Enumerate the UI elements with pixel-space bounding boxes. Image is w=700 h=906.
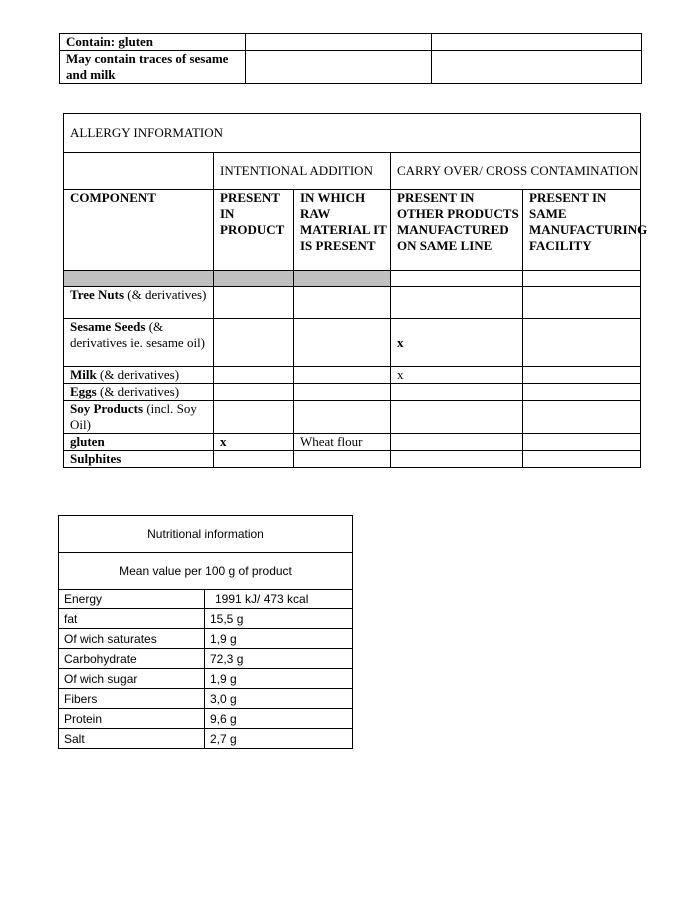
table-row [59,689,353,709]
present-in-product-header: PRESENT IN PRODUCT [214,190,294,271]
table-row [64,287,641,319]
same-facility-cell [523,451,641,468]
same-facility-header: PRESENT IN SAME MANUFACTURING FACILITY [523,190,641,271]
component-cell: gluten [64,434,214,451]
raw-material-cell [294,401,391,434]
same-line-cell [391,434,523,451]
same-line-cell [391,384,523,401]
table-cell [523,271,641,287]
nutritional-information-table [58,515,353,749]
present-cell [214,384,294,401]
table-row [64,114,641,153]
may-contain-label: May contain traces of sesame and milk [60,51,246,84]
table-cell [432,51,642,84]
table-cell [432,34,642,51]
raw-material-cell [294,384,391,401]
nutrient-label: Of wich sugar [59,669,205,689]
present-cell [214,451,294,468]
other-products-header: PRESENT IN OTHER PRODUCTS MANUFACTURED ON SAME LINE [391,190,523,271]
component-cell: Sulphites [64,451,214,468]
raw-material-header: IN WHICH RAW MATERIAL IT IS PRESENT [294,190,391,271]
same-facility-cell [523,287,641,319]
shaded-cell [64,271,214,287]
component-cell: Sesame Seeds (& derivatives ie. sesame oil) [64,319,214,367]
table-row [60,51,642,84]
same-facility-cell [523,367,641,384]
component-cell: Soy Products (incl. Soy Oil) [64,401,214,434]
shaded-cell [214,271,294,287]
allergy-title: ALLERGY INFORMATION [64,114,641,153]
nutrient-value: 1,9 g [205,629,353,649]
table-row [64,271,641,287]
table-row [59,516,353,553]
present-cell [214,401,294,434]
raw-material-cell [294,451,391,468]
nutrient-value: 1,9 g [205,669,353,689]
nutrition-title: Nutritional information [59,516,353,553]
raw-material-cell [294,319,391,367]
component-cell: Milk (& derivatives) [64,367,214,384]
shaded-cell [294,271,391,287]
table-row [59,629,353,649]
table-cell [391,271,523,287]
table-cell [246,34,432,51]
raw-material-cell: Wheat flour [294,434,391,451]
present-cell [214,319,294,367]
nutrient-label: Energy [59,590,205,609]
raw-material-cell [294,287,391,319]
present-cell [214,367,294,384]
table-row [64,451,641,468]
table-row [64,319,641,367]
table-row [59,729,353,749]
nutrition-subtitle: Mean value per 100 g of product [59,553,353,590]
same-facility-cell [523,401,641,434]
table-row [59,709,353,729]
raw-material-cell [294,367,391,384]
present-cell [214,287,294,319]
table-row [64,434,641,451]
same-line-cell [391,451,523,468]
table-row [64,401,641,434]
contains-label: Contain: gluten [60,34,246,51]
nutrient-label: Of wich saturates [59,629,205,649]
component-header: COMPONENT [64,190,214,271]
nutrient-value: 72,3 g [205,649,353,669]
present-cell: x [214,434,294,451]
table-row [64,153,641,190]
nutrient-label: Protein [59,709,205,729]
carry-over-header: CARRY OVER/ CROSS CONTAMINATION [391,153,641,190]
nutrient-label: fat [59,609,205,629]
table-cell [246,51,432,84]
nutrient-value: 2,7 g [205,729,353,749]
component-cell: Eggs (& derivatives) [64,384,214,401]
table-row [59,609,353,629]
table-row [60,34,642,51]
same-facility-cell [523,434,641,451]
table-row [59,649,353,669]
table-row [59,669,353,689]
table-row [64,367,641,384]
intentional-addition-header: INTENTIONAL ADDITION [214,153,391,190]
nutrient-value: 15,5 g [205,609,353,629]
nutrient-label: Carbohydrate [59,649,205,669]
component-cell: Tree Nuts (& derivatives) [64,287,214,319]
nutrient-value: 3,0 g [205,689,353,709]
table-row [59,590,353,609]
same-line-cell [391,287,523,319]
same-facility-cell [523,384,641,401]
nutrient-value: 9,6 g [205,709,353,729]
table-cell [64,153,214,190]
table-row [59,553,353,590]
allergy-information-table [63,113,648,468]
same-line-cell: x [391,319,523,367]
table-row [64,384,641,401]
same-line-cell: x [391,367,523,384]
same-line-cell [391,401,523,434]
same-facility-cell [523,319,641,367]
allergen-summary-table [59,33,642,84]
nutrient-label: Salt [59,729,205,749]
nutrient-label: Fibers [59,689,205,709]
table-row [64,190,641,271]
nutrient-value: 1991 kJ/ 473 kcal [205,590,353,609]
